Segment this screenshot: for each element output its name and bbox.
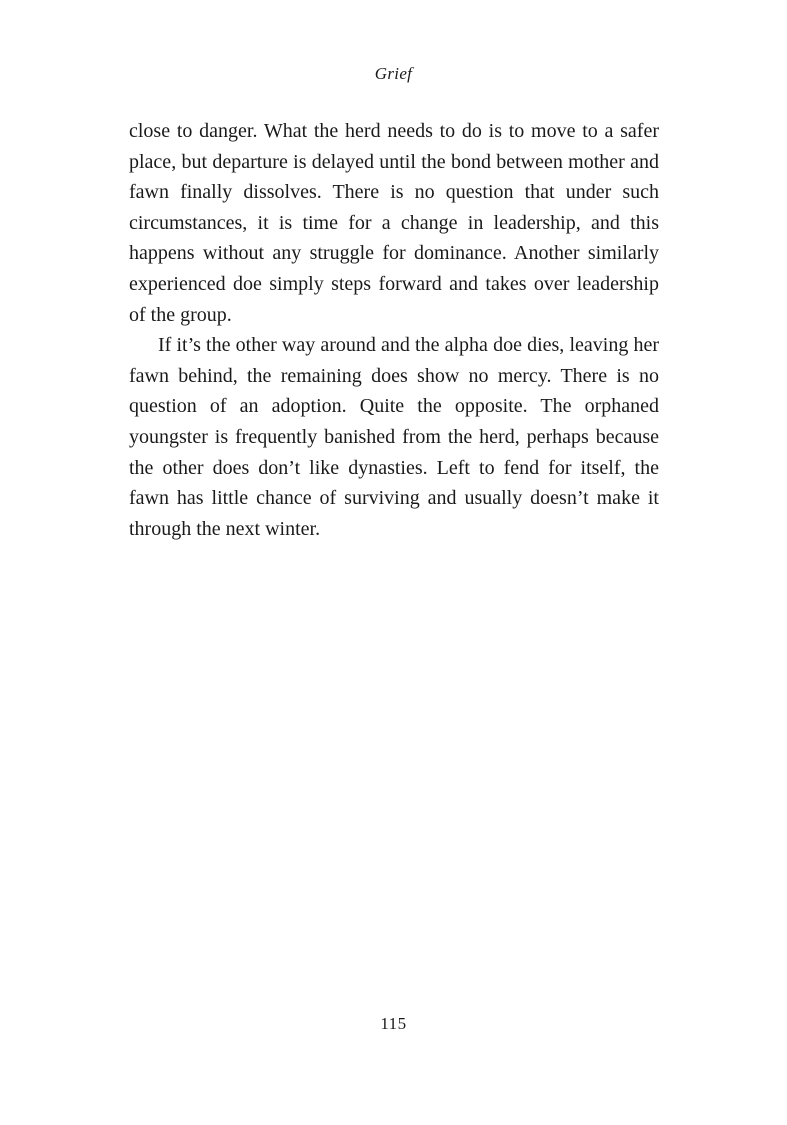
paragraph: If it’s the other way around and the alpha doe dies, leaving her fawn behind, the remaining does show no mercy. There is no question of an adoption. Quite the opposite. The orphaned youngster is frequently banished from the herd, perhaps because the other does don’t like dynasties. Left to fend for itself, the fawn has little chance of surviving and usually doesn’t make it through the next winter. xyxy=(129,334,659,540)
paragraph-continuation: close to danger. What the herd needs to do is to move to a safer place, but departure is delayed until the bond between mother and fawn finally dissolves. There is no question that under such circumstances, it is time for a change in leadership, and this happens without any struggle for dominance. Another similarly experienced doe simply steps forward and takes over leadership of the group. xyxy=(129,120,659,326)
page-number: 115 xyxy=(380,1014,407,1033)
running-head-title: Grief xyxy=(374,64,413,83)
body-text xyxy=(129,116,659,544)
